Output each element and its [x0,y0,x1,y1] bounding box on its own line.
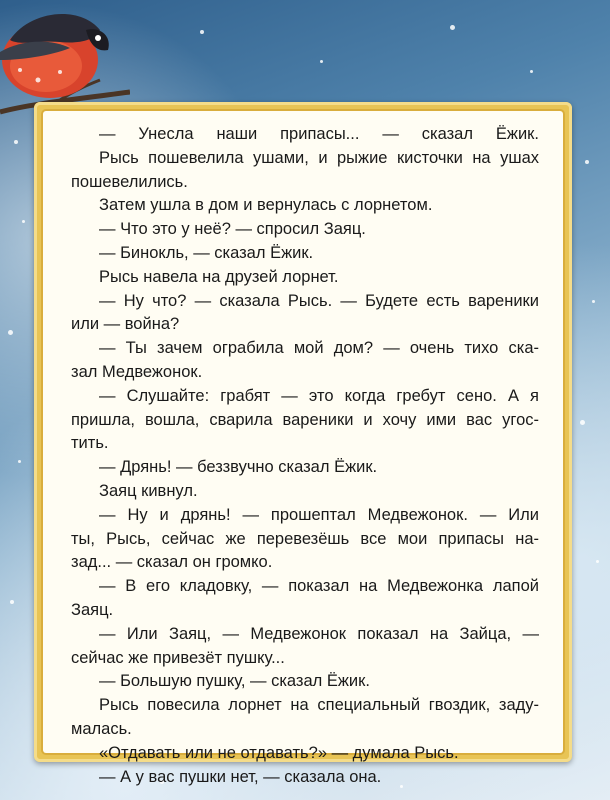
text-line: — Или Заяц, — Медвежонок показал на Зайца, — [99,624,539,643]
snowflake [530,70,533,73]
text-line: Затем ушла в дом и вернулась с лорнетом. [99,196,433,215]
bullfinch-illustration [0,0,130,115]
snowflake [8,330,13,335]
snowflake [200,30,204,34]
text-line: ты, Рысь, сейчас же перевезёшь все мои припасы на- [71,529,539,548]
text-line: — Бинокль, — сказал Ёжик. [99,243,314,262]
text-line: — А у вас пушки нет, — сказала она. [99,767,382,786]
text-line: Заяц кивнул. [99,481,198,500]
story-text-panel [43,111,563,786]
text-line: сейчас же привезёт пушку... [71,648,285,667]
text-line: — Слушайте: грабят — это когда гребут сено. А я [99,386,539,405]
snowflake [22,220,25,223]
snowflake [320,60,323,63]
snowflake [14,140,18,144]
text-line: Рысь повесила лорнет на специальный гвоздик, заду- [99,696,539,715]
text-line: Рысь навела на друзей лорнет. [99,267,339,286]
text-line: Рысь пошевелила ушами, и рыжие кисточки на ушах [99,148,539,167]
text-line: — Что это у неё? — спросил Заяц. [99,220,366,239]
snowflake [450,25,455,30]
text-line: — Дрянь! — беззвучно сказал Ёжик. [99,458,378,477]
text-line: — Большую пушку, — сказал Ёжик. [99,672,370,691]
text-line: — Ты зачем ограбила мой дом? — очень тихо ска- [99,339,539,358]
snowflake [18,460,21,463]
snowflake [585,160,589,164]
snowflake [592,300,595,303]
text-line: — Унесла наши припасы... — сказал Ёжик. [99,125,539,143]
text-line: — Ну что? — сказала Рысь. — Будете есть вареники [99,291,539,310]
snowflake [10,600,14,604]
text-line: пошевелились. [71,172,188,191]
snowflake [580,420,585,425]
text-line: — Ну и дрянь! — прошептал Медвежонок. — Или [99,505,539,524]
text-line: «Отдавать или не отдавать?» — думала Рысь. [99,743,459,762]
text-line: Заяц. [71,600,114,619]
snowflake [596,560,599,563]
text-line: тить. [71,434,109,453]
text-line: или — война? [71,315,180,334]
text-line: малась. [71,719,132,738]
text-line: пришла, вошла, сварила вареники и хочу ими вас угос- [71,410,539,429]
text-line: зад... — сказал он громко. [71,553,273,572]
text-line: зал Медвежонок. [71,362,203,381]
text-line: — В его кладовку, — показал на Медвежонка лапой [99,577,539,596]
